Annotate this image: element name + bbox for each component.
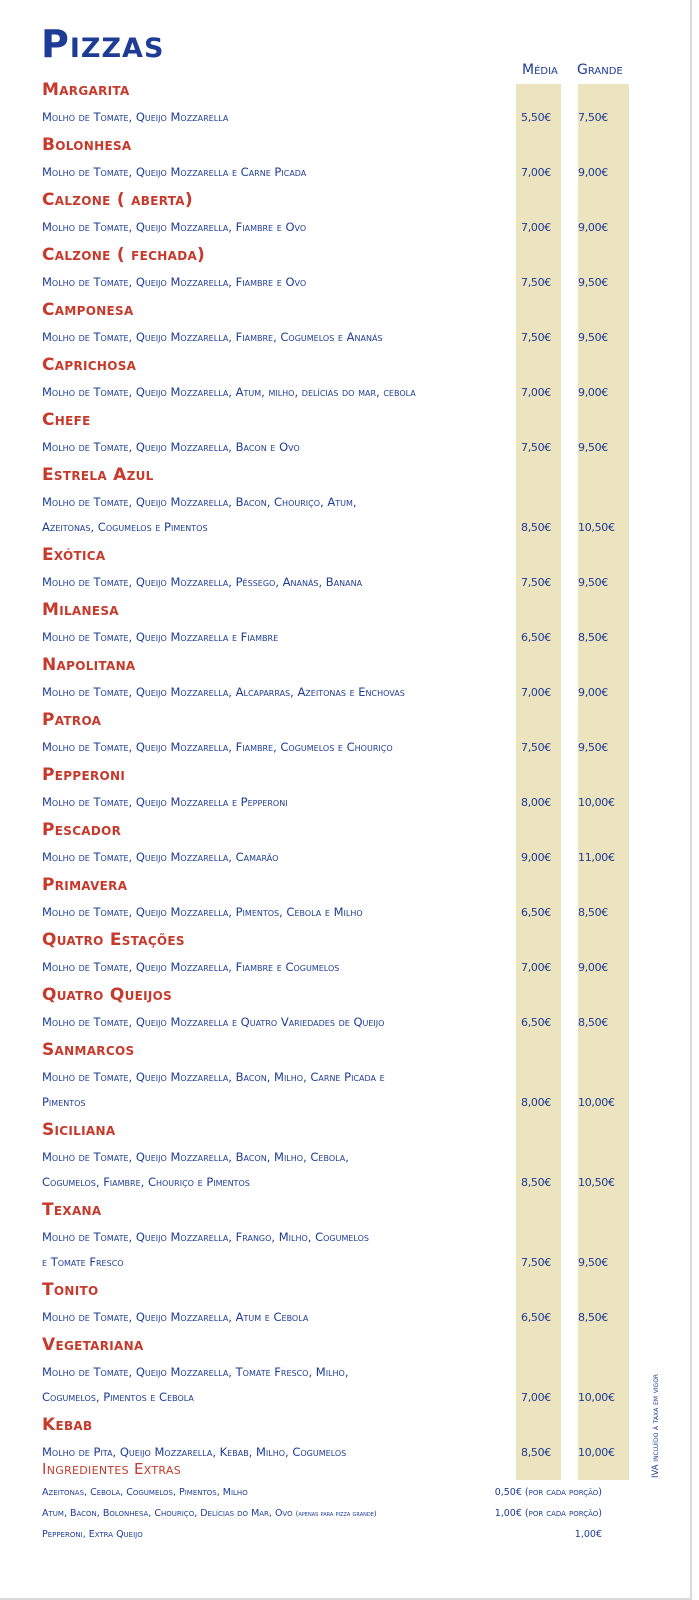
price-media: 8,00€ — [521, 1096, 551, 1109]
price-media: 5,50€ — [521, 111, 551, 124]
price-grande: 8,50€ — [578, 906, 608, 919]
pizza-name: Pescador — [42, 820, 122, 840]
price-grande: 10,00€ — [578, 796, 615, 809]
price-media: 6,50€ — [521, 631, 551, 644]
price-media: 7,50€ — [521, 741, 551, 754]
price-grande: 9,50€ — [578, 441, 608, 454]
price-column-grande-bg — [578, 84, 629, 1480]
price-grande: 9,00€ — [578, 166, 608, 179]
price-grande: 7,50€ — [578, 111, 608, 124]
extras-title: Ingredientes Extras — [42, 1460, 182, 1478]
price-media: 8,50€ — [521, 1446, 551, 1459]
price-media: 7,50€ — [521, 441, 551, 454]
extra-ingredient-row — [42, 1487, 602, 1507]
column-header-grande: Grande — [577, 62, 623, 78]
pizza-description: e Tomate Fresco — [42, 1255, 124, 1269]
pizza-name: Chefe — [42, 410, 91, 430]
price-media: 7,50€ — [521, 1256, 551, 1269]
price-media: 6,50€ — [521, 906, 551, 919]
price-media: 7,00€ — [521, 166, 551, 179]
price-grande: 9,50€ — [578, 276, 608, 289]
price-media: 8,00€ — [521, 796, 551, 809]
extra-ingredient-row — [42, 1508, 602, 1528]
extra-ingredient-name — [42, 1529, 143, 1540]
pizza-description: Molho de Pita, Queijo Mozzarella, Kebab, Milho, Cogumelos — [42, 1445, 347, 1459]
pizza-description: Molho de Tomate, Queijo Mozzarella, Alcaparras, Azeitonas e Enchovas — [42, 685, 405, 699]
pizza-description: Pimentos — [42, 1095, 86, 1109]
page-title: Pizzas — [41, 22, 165, 66]
price-grande: 9,00€ — [578, 221, 608, 234]
pizza-name: Patroa — [42, 710, 102, 730]
price-media: 7,00€ — [521, 386, 551, 399]
pizza-description: Molho de Tomate, Queijo Mozzarella, Atum, milho, delícias do mar, cebola — [42, 385, 416, 399]
price-media: 7,00€ — [521, 221, 551, 234]
price-grande: 9,50€ — [578, 1256, 608, 1269]
vat-note: IVA incluído à taxa em vigor — [651, 1373, 661, 1478]
pizza-description: Cogumelos, Fiambre, Chouriço e Pimentos — [42, 1175, 250, 1189]
pizza-name: Estrela Azul — [42, 465, 154, 485]
pizza-name: Texana — [42, 1200, 102, 1220]
price-media: 7,50€ — [521, 576, 551, 589]
pizza-description: Molho de Tomate, Queijo Mozzarella, Fiambre e Ovo — [42, 220, 307, 234]
price-grande: 9,00€ — [578, 686, 608, 699]
pizza-description: Molho de Tomate, Queijo Mozzarella, Fiambre, Cogumelos e Chouriço — [42, 740, 393, 754]
extra-ingredient-name — [42, 1487, 248, 1498]
pizza-description: Molho de Tomate, Queijo Mozzarella, Tomate Fresco, Milho, — [42, 1365, 349, 1379]
pizza-name: Kebab — [42, 1415, 93, 1435]
extra-ingredient-note: (apenas para pizza grande) — [295, 1510, 377, 1518]
pizza-description: Molho de Tomate, Queijo Mozzarella — [42, 110, 229, 124]
pizza-description: Molho de Tomate, Queijo Mozzarella e Quatro Variedades de Queijo — [42, 1015, 385, 1029]
price-media: 7,00€ — [521, 686, 551, 699]
pizza-name: Calzone ( fechada) — [42, 245, 206, 265]
price-grande: 11,00€ — [578, 851, 615, 864]
price-media: 6,50€ — [521, 1311, 551, 1324]
pizza-description: Molho de Tomate, Queijo Mozzarella e Carne Picada — [42, 165, 307, 179]
price-media: 9,00€ — [521, 851, 551, 864]
pizza-name: Caprichosa — [42, 355, 137, 375]
extra-ingredient-price: 1,00€ (por cada porção) — [494, 1508, 602, 1519]
pizza-name: Quatro Queijos — [42, 985, 173, 1005]
pizza-description: Cogumelos, Pimentos e Cebola — [42, 1390, 194, 1404]
price-grande: 8,50€ — [578, 1016, 608, 1029]
extra-ingredient-name — [42, 1508, 377, 1519]
pizza-description: Molho de Tomate, Queijo Mozzarella, Bacon, Chouriço, Atum, — [42, 495, 357, 509]
pizza-description: Molho de Tomate, Queijo Mozzarella, Bacon e Ovo — [42, 440, 300, 454]
pizza-description: Molho de Tomate, Queijo Mozzarella, Bacon, Milho, Cebola, — [42, 1150, 349, 1164]
column-header-media: Média — [522, 62, 558, 78]
price-media: 6,50€ — [521, 1016, 551, 1029]
price-grande: 9,50€ — [578, 741, 608, 754]
price-grande: 9,00€ — [578, 961, 608, 974]
pizza-name: Quatro Estações — [42, 930, 185, 950]
pizza-description: Molho de Tomate, Queijo Mozzarella, Fiambre, Cogumelos e Ananás — [42, 330, 383, 344]
pizza-description: Molho de Tomate, Queijo Mozzarella, Bacon, Milho, Carne Picada e — [42, 1070, 385, 1084]
pizza-description: Molho de Tomate, Queijo Mozzarella, Atum e Cebola — [42, 1310, 309, 1324]
pizza-description: Molho de Tomate, Queijo Mozzarella, Pimentos, Cebola e Milho — [42, 905, 363, 919]
pizza-description: Molho de Tomate, Queijo Mozzarella, Pêssego, Ananás, Banana — [42, 575, 363, 589]
price-grande: 10,50€ — [578, 1176, 615, 1189]
price-media: 7,50€ — [521, 331, 551, 344]
price-media: 7,00€ — [521, 961, 551, 974]
pizza-description: Molho de Tomate, Queijo Mozzarella, Fiambre e Cogumelos — [42, 960, 340, 974]
pizza-name: Camponesa — [42, 300, 134, 320]
pizza-description: Molho de Tomate, Queijo Mozzarella, Fiambre e Ovo — [42, 275, 307, 289]
pizza-name: Siciliana — [42, 1120, 116, 1140]
extra-ingredient-price: 1,00€ — [574, 1529, 602, 1540]
pizza-name: Vegetariana — [42, 1335, 144, 1355]
price-media: 8,50€ — [521, 521, 551, 534]
pizza-description: Azeitonas, Cogumelos e Pimentos — [42, 520, 208, 534]
pizza-name: Milanesa — [42, 600, 119, 620]
extra-ingredient-row — [42, 1529, 602, 1549]
extra-ingredient-label: Azeitonas, Cebola, Cogumelos, Pimentos, Milho — [42, 1487, 248, 1498]
pizza-description: Molho de Tomate, Queijo Mozzarella e Fiambre — [42, 630, 279, 644]
price-grande: 8,50€ — [578, 1311, 608, 1324]
price-grande: 10,00€ — [578, 1096, 615, 1109]
pizza-name: Margarita — [42, 80, 130, 100]
price-media: 7,00€ — [521, 1391, 551, 1404]
pizza-name: Calzone ( aberta) — [42, 190, 193, 210]
pizza-name: Tonito — [42, 1280, 99, 1300]
pizza-name: Exótica — [42, 545, 106, 565]
price-grande: 10,00€ — [578, 1391, 615, 1404]
extra-ingredient-label: Atum, Bacon, Bolonhesa, Chouriço, Delícias do Mar, Ovo — [42, 1508, 293, 1519]
pizza-name: Primavera — [42, 875, 128, 895]
pizza-description: Molho de Tomate, Queijo Mozzarella, Camarão — [42, 850, 279, 864]
price-media: 7,50€ — [521, 276, 551, 289]
pizza-name: Pepperoni — [42, 765, 126, 785]
price-grande: 9,50€ — [578, 331, 608, 344]
price-media: 8,50€ — [521, 1176, 551, 1189]
price-column-media-bg — [516, 84, 561, 1480]
pizza-description: Molho de Tomate, Queijo Mozzarella, Frango, Milho, Cogumelos — [42, 1230, 369, 1244]
price-grande: 9,50€ — [578, 576, 608, 589]
pizza-name: Sanmarcos — [42, 1040, 135, 1060]
pizza-description: Molho de Tomate, Queijo Mozzarella e Pepperoni — [42, 795, 288, 809]
price-grande: 10,00€ — [578, 1446, 615, 1459]
pizza-name: Bolonhesa — [42, 135, 132, 155]
price-grande: 10,50€ — [578, 521, 615, 534]
extra-ingredient-label: Pepperoni, Extra Queijo — [42, 1529, 143, 1540]
price-grande: 9,00€ — [578, 386, 608, 399]
price-grande: 8,50€ — [578, 631, 608, 644]
pizza-name: Napolitana — [42, 655, 136, 675]
extra-ingredient-price: 0,50€ (por cada porção) — [494, 1487, 602, 1498]
